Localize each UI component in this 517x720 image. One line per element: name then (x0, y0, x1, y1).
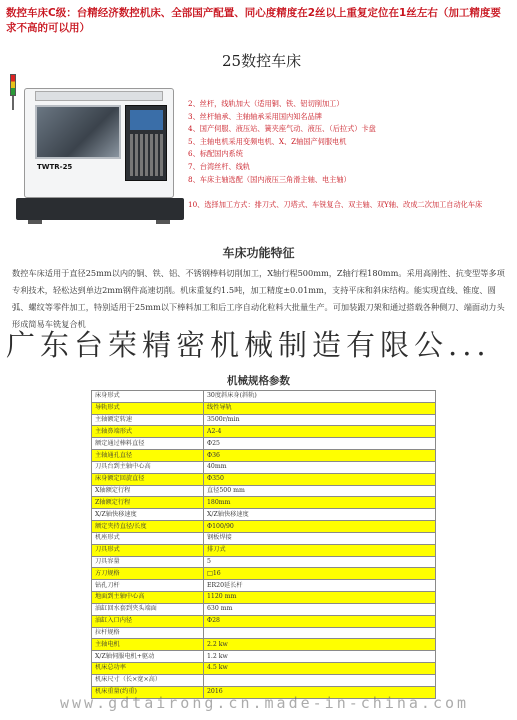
spec-value: Φ100/90 (204, 521, 436, 533)
spec-table (91, 390, 436, 699)
spec-row (92, 556, 436, 568)
spec-key: 油缸入口内径 (92, 615, 204, 627)
spec-row (92, 438, 436, 450)
spec-row (92, 615, 436, 627)
spec-value: Φ36 (204, 450, 436, 462)
spec-row (92, 461, 436, 473)
spec-key: 导轨形式 (92, 402, 204, 414)
control-keypad (130, 134, 163, 176)
feature-item: 7、台湾丝杆、线轨 (188, 161, 251, 171)
spec-key: 额定夹持直径/长度 (92, 521, 204, 533)
spec-row (92, 603, 436, 615)
spec-key: 床身额定回旋直径 (92, 473, 204, 485)
spec-value (204, 627, 436, 639)
cnc-lathe-image (6, 74, 184, 224)
spec-row (92, 651, 436, 663)
spec-key: 地面到主轴中心高 (92, 592, 204, 604)
spec-row (92, 509, 436, 521)
feature-item: 3、丝杆轴承、主轴轴承采用国内知名品牌 (188, 111, 322, 121)
spec-value: 1.2 kw (204, 651, 436, 663)
spec-row (92, 674, 436, 686)
spec-value: 4.5 kw (204, 663, 436, 675)
feature-item: 2、丝杆，线轨加大（适用铜、铁、铝切削加工） (188, 99, 344, 108)
spec-row (92, 402, 436, 414)
spec-row (92, 532, 436, 544)
feature-item: 4、国产伺服、液压站、簧夹座气动、液压、（后拉式）卡盘 (188, 124, 376, 134)
spec-row (92, 473, 436, 485)
spec-value: 直径500 mm (204, 485, 436, 497)
description-paragraph: 数控车床适用于直径25mm以内的铜、铁、铝、不锈钢棒料切削加工，X轴行程500mm，Z轴行程180mm。采用高刚性、抗变型等多项专利技术，轻松达到单边2mm钢件高速切削。机床重复约1.5吨，加工精度±0.01mm，支持平床和斜床结构。能实现直线、锥度、圆弧、螺纹等零件加工，特别适用于25mm以下棒料加工和后工序自动化粒料大批量生产。可加装跟刀架和通过搭载各种侧刀、端面动力头形成简易车铣复合机 (12, 268, 505, 329)
feature-list (188, 98, 508, 211)
spec-row (92, 568, 436, 580)
spec-key: 主轴通孔直径 (92, 450, 204, 462)
spec-key: 机座形式 (92, 532, 204, 544)
feature-item: 6、标配国内系统 (188, 149, 243, 159)
feature-item: 5、主轴电机采用变频电机、X、Z轴国产伺服电机 (188, 136, 347, 146)
spec-key: 主轴额定转速 (92, 414, 204, 426)
spec-row (92, 426, 436, 438)
spec-key: 床身形式 (92, 391, 204, 403)
spec-value: Φ350 (204, 473, 436, 485)
spec-row (92, 592, 436, 604)
signal-tower-pole (12, 96, 14, 110)
spec-row (92, 627, 436, 639)
spec-value: 3500r/min (204, 414, 436, 426)
spec-key: 主轴电机 (92, 639, 204, 651)
spec-value: X/Z轴快移速度 (204, 509, 436, 521)
signal-tower-lamp (10, 74, 16, 96)
spec-key: X/Z轴伺服电机+驱动 (92, 651, 204, 663)
machine-body (24, 88, 174, 198)
spec-value: 2.2 kw (204, 639, 436, 651)
spec-value: A2-4 (204, 426, 436, 438)
spec-value: 线性导轨 (204, 402, 436, 414)
control-panel (125, 105, 167, 181)
section-title: 车床功能特征 (222, 246, 295, 260)
machine-foot (156, 220, 170, 224)
spec-value: 钢板焊接 (204, 532, 436, 544)
feature-item: 10、选择加工方式：排刀式、刀塔式、车铣复合、双主轴、双Y轴、改成二次加工自动化车床 (188, 199, 483, 209)
company-watermark: 广东台荣精密机械制造有限公... (6, 328, 491, 362)
spec-key: 刀具台到主轴中心高 (92, 461, 204, 473)
feature-item (188, 186, 508, 199)
spec-key: X轴额定行程 (92, 485, 204, 497)
spec-row (92, 639, 436, 651)
spec-key: X/Z轴快移速度 (92, 509, 204, 521)
product-title: 25数控车床 (222, 52, 302, 70)
spec-value: 40mm (204, 461, 436, 473)
spec-value: Φ25 (204, 438, 436, 450)
spec-key: 机床总功率 (92, 663, 204, 675)
spec-value: 630 mm (204, 603, 436, 615)
spec-value: 排刀式 (204, 544, 436, 556)
spec-key: 刀具形式 (92, 544, 204, 556)
spec-value: Φ28 (204, 615, 436, 627)
spec-row (92, 414, 436, 426)
url-watermark: www.gdtairong.cn.made-in-china.com (60, 694, 470, 712)
spec-value: 2016 (204, 686, 436, 698)
spec-value: 5 (204, 556, 436, 568)
spec-row (92, 497, 436, 509)
spec-value (204, 674, 436, 686)
spec-row (92, 450, 436, 462)
feature-item: 8、车床主轴选配（国内液压三角滑主轴、电主轴） (188, 174, 351, 184)
table-title: 机械规格参数 (227, 375, 290, 387)
spec-key: Z轴额定行程 (92, 497, 204, 509)
machine-base (16, 198, 184, 220)
machine-door-window (35, 105, 121, 159)
spec-key: 钻孔刀杆 (92, 580, 204, 592)
spec-row (92, 391, 436, 403)
spec-row (92, 580, 436, 592)
machine-top-cover (35, 91, 163, 101)
spec-key: 机床尺寸（长×宽×高） (92, 674, 204, 686)
spec-key: 刀具容量 (92, 556, 204, 568)
spec-key: 拉杆规格 (92, 627, 204, 639)
spec-value: □16 (204, 568, 436, 580)
spec-row (92, 544, 436, 556)
spec-key: 主轴鼻端形式 (92, 426, 204, 438)
spec-row (92, 521, 436, 533)
machine-badge: TWTR-25 (37, 163, 73, 171)
machine-foot (28, 220, 42, 224)
control-screen (130, 110, 163, 130)
spec-value: ER20延长杆 (204, 580, 436, 592)
header-note: 数控车床C级：台精经济数控机床、全部国产配置、同心度精度在2丝以上重复定位在1丝左右（加工精度要求不高的可以用） (6, 7, 501, 34)
spec-value: 1120 mm (204, 592, 436, 604)
spec-row (92, 485, 436, 497)
spec-value: 30度斜床身(斜轨) (204, 391, 436, 403)
spec-key: 方刀规格 (92, 568, 204, 580)
spec-value: 180mm (204, 497, 436, 509)
spec-row (92, 663, 436, 675)
spec-key: 油缸回水套到夹头端面 (92, 603, 204, 615)
spec-key: 额定通过棒料直径 (92, 438, 204, 450)
spec-key: 机床重量(约重) (92, 686, 204, 698)
